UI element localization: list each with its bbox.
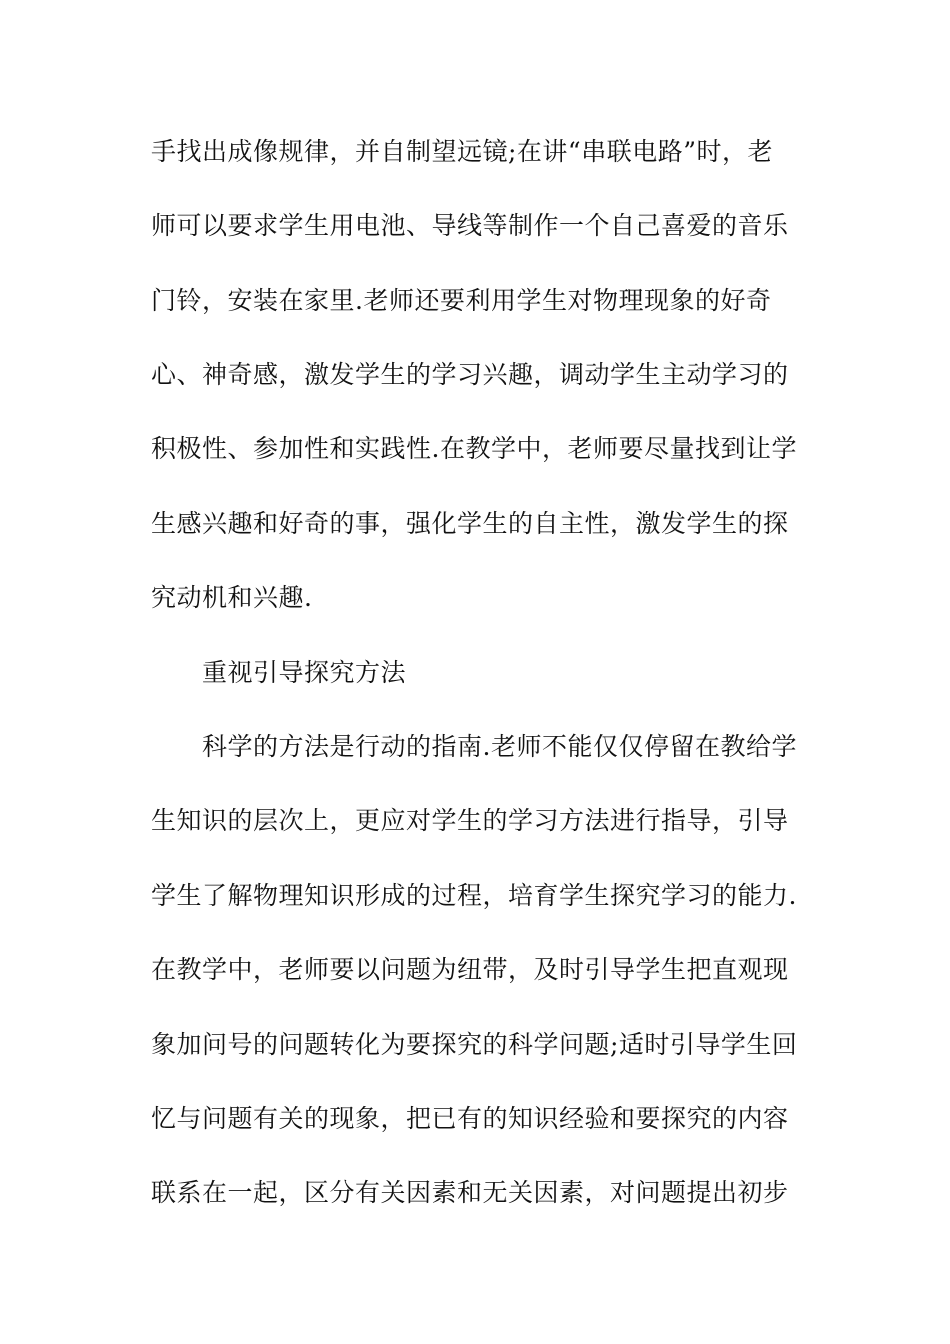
text-line: 师可以要求学生用电池、导线等制作一个自己喜爱的音乐	[151, 211, 789, 240]
text-line: 忆与问题有关的现象，把已有的知识经验和要探究的内容	[151, 1104, 789, 1133]
text-line: 心、神奇感，激发学生的学习兴趣，调动学生主动学习的	[151, 360, 789, 389]
text-line: 象加问号的问题转化为要探究的科学问题;适时引导学生回	[151, 1030, 798, 1059]
text-line: 门铃，安装在家里.老师还要利用学生对物理现象的好奇	[151, 286, 772, 315]
section-heading: 重视引导探究方法	[202, 658, 407, 687]
text-line: 究动机和兴趣.	[151, 583, 313, 612]
text-line: 学生了解物理知识形成的过程，培育学生探究学习的能力.	[151, 881, 797, 910]
text-line: 在教学中，老师要以问题为纽带，及时引导学生把直观现	[151, 955, 789, 984]
text-line: 积极性、参加性和实践性.在教学中，老师要尽量找到让学	[151, 434, 797, 463]
text-line: 生感兴趣和好奇的事，强化学生的自主性，激发学生的探	[151, 509, 789, 538]
text-line: 手找出成像规律，并自制望远镜;在讲“串联电路”时，老	[151, 137, 773, 166]
text-line: 生知识的层次上，更应对学生的学习方法进行指导，引导	[151, 806, 789, 835]
text-line: 科学的方法是行动的指南.老师不能仅仅停留在教给学	[202, 732, 797, 761]
text-line: 联系在一起，区分有关因素和无关因素，对问题提出初步	[151, 1178, 789, 1207]
